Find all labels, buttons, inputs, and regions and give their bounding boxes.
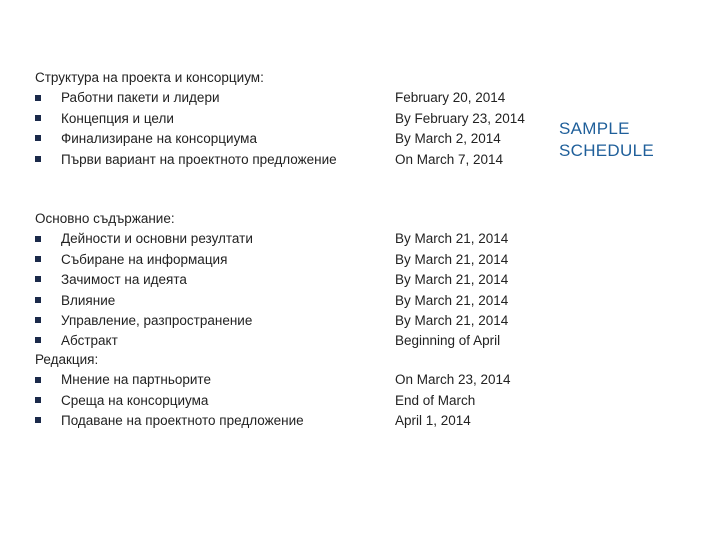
section-heading: Структура на проекта и консорциум: [35, 70, 264, 85]
item-date: By March 21, 2014 [395, 312, 509, 328]
item-label: Управление, разпространение [61, 312, 253, 328]
list-item [35, 370, 555, 390]
item-date: By March 21, 2014 [395, 292, 509, 308]
title-line-1: SAMPLE [559, 119, 630, 138]
square-bullet-icon [35, 331, 49, 351]
list-item [35, 270, 555, 290]
square-bullet-icon [35, 391, 49, 411]
list-item [35, 88, 555, 108]
list-item [35, 129, 555, 149]
item-label: Подаване на проектното предложение [61, 413, 304, 429]
square-bullet-icon [35, 229, 49, 249]
list-item [35, 109, 555, 129]
item-date: By March 21, 2014 [395, 272, 509, 288]
list-item [35, 311, 555, 331]
item-label: Концепция и цели [61, 110, 174, 126]
square-bullet-icon [35, 270, 49, 290]
item-label: Работни пакети и лидери [61, 90, 220, 106]
square-bullet-icon [35, 150, 49, 170]
item-label: Дейности и основни резултати [61, 231, 253, 247]
section-editing [35, 350, 555, 432]
item-date: By February 23, 2014 [395, 110, 525, 126]
square-bullet-icon [35, 250, 49, 270]
title-line-2: SCHEDULE [559, 141, 654, 160]
item-label: Зачимост на идеята [61, 272, 187, 288]
section-heading: Редакция: [35, 352, 99, 367]
item-date: Beginning of April [395, 333, 501, 349]
square-bullet-icon [35, 129, 49, 149]
item-date: By March 2, 2014 [395, 131, 501, 147]
item-label: Мнение на партньорите [61, 372, 211, 388]
list-item [35, 250, 555, 270]
list-item [35, 331, 555, 351]
item-date: By March 21, 2014 [395, 231, 509, 247]
section-main-content [35, 209, 555, 352]
list-item [35, 411, 555, 431]
square-bullet-icon [35, 411, 49, 431]
square-bullet-icon [35, 109, 49, 129]
section-project-structure [35, 68, 555, 170]
list-item [35, 150, 555, 170]
square-bullet-icon [35, 88, 49, 108]
item-date: February 20, 2014 [395, 90, 506, 106]
list-item [35, 391, 555, 411]
item-date: On March 7, 2014 [395, 151, 504, 167]
item-date: On March 23, 2014 [395, 372, 511, 388]
item-label: Събиране на информация [61, 251, 228, 267]
sample-schedule-title [559, 118, 654, 162]
item-label: Първи вариант на проектното предложение [61, 151, 337, 167]
item-label: Финализиране на консорциума [61, 131, 257, 147]
square-bullet-icon [35, 370, 49, 390]
list-item [35, 229, 555, 249]
list-item [35, 291, 555, 311]
item-date: By March 21, 2014 [395, 251, 509, 267]
item-label: Влияние [61, 292, 116, 308]
section-heading: Основно съдържание: [35, 211, 175, 226]
item-date: End of March [395, 392, 476, 408]
square-bullet-icon [35, 291, 49, 311]
square-bullet-icon [35, 311, 49, 331]
item-label: Абстракт [61, 333, 118, 349]
item-label: Среща на консорциума [61, 392, 209, 408]
item-date: April 1, 2014 [395, 413, 471, 429]
